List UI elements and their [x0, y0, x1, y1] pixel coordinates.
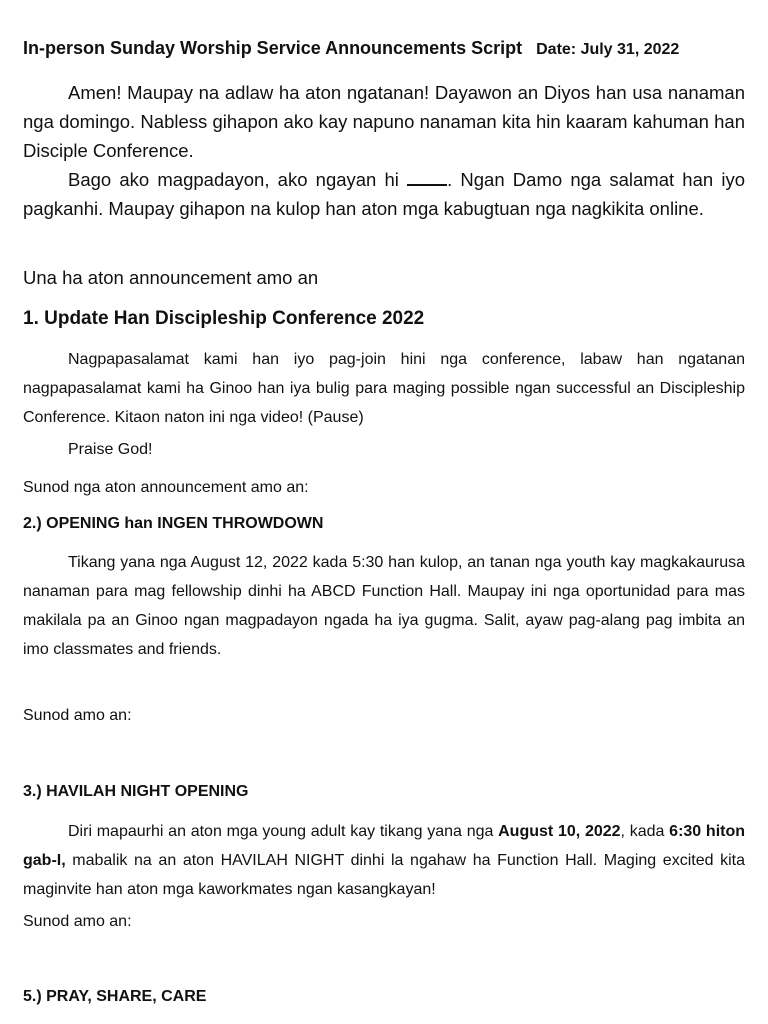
title-text: In-person Sunday Worship Service Announcements Script	[23, 38, 523, 58]
next-announcement-3: Sunod amo an:	[23, 913, 132, 930]
intro-p2-start: Bago ako magpadayon, ako ngayan hi	[68, 169, 408, 190]
section-3-text-c: mabalik na an aton HAVILAH NIGHT dinhi la ngahaw ha Function Hall. Maging excited kita maginvite han aton mga kaworkmates ngan kasangkayan!	[23, 852, 745, 898]
section-3-text-b: , kada	[620, 823, 670, 840]
next-announcement-2: Sunod amo an:	[23, 707, 132, 724]
section-2-paragraph: Tikang yana nga August 12, 2022 kada 5:30 han kulop, an tanan nga youth kay magkakaurusa nanaman para mag fellowship dinhi ha ABCD Function Hall. Maupay ini nga oportunidad para mas makilala pa an Ginoo ngan magpadayon ngada ha iya gugma. Salit, ayaw pag-alang pag imbita an imo classmates and friends.	[23, 554, 745, 658]
section-2-heading: 2.) OPENING han INGEN THROWDOWN	[23, 515, 324, 532]
intro-p2-end: . Ngan Damo nga salamat han iyo pagkanhi. Maupay gihapon na kulop han aton mga kabugtuan nga nagkikita online.	[23, 169, 745, 219]
praise-line: Praise God!	[68, 441, 153, 458]
section-1-number: 1.	[23, 308, 45, 329]
section-1-title: Update Han Discipleship Conference 2022	[44, 308, 425, 329]
section-5-heading: 5.) PRAY, SHARE, CARE	[23, 988, 207, 1005]
intro-paragraph-2	[23, 165, 745, 223]
section-3-date-bold: August 10, 2022	[498, 823, 621, 840]
title-date: Date: July 31, 2022	[536, 41, 680, 58]
section-1-paragraph: Nagpapasalamat kami han iyo pag-join hini nga conference, labaw han ngatanan nagpapasalamat kami ha Ginoo han iya bulig para maging possible ngan successful an Discipleship Conference. Kitaon naton ini nga video! (Pause)	[23, 351, 745, 426]
next-announcement-1: Sunod nga aton announcement amo an:	[23, 479, 309, 496]
section-1-body	[23, 345, 745, 432]
section-2-body	[23, 548, 745, 664]
section-3-heading: 3.) HAVILAH NIGHT OPENING	[23, 783, 249, 800]
section-3-time-bold: 6:30 hiton gab-I,	[23, 823, 746, 869]
section-3-paragraph	[23, 817, 745, 904]
section-1-heading	[23, 308, 424, 330]
intro-block	[23, 78, 745, 223]
name-blank	[407, 168, 447, 186]
intro-paragraph-1: Amen! Maupay na adlaw ha aton ngatanan! Dayawon an Diyos han usa nanaman nga domingo. Nabless gihapon ako kay napuno nanaman kita hin kaaram kahuman han Disciple Conference.	[23, 82, 745, 161]
section-3-text-a: Diri mapaurhi an aton mga young adult kay tikang yana nga	[68, 823, 499, 840]
first-announcement-intro: Una ha aton announcement amo an	[23, 267, 319, 288]
section-3-body	[23, 817, 745, 904]
document-title	[23, 38, 753, 59]
